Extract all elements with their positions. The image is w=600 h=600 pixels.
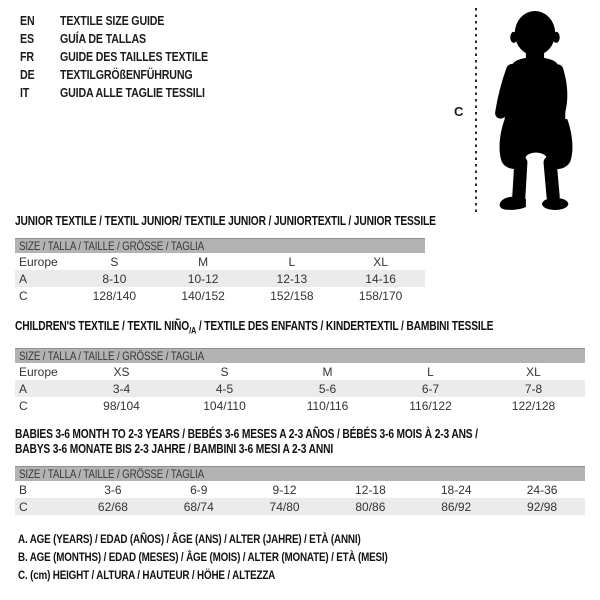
table-cell: 110/116: [306, 398, 349, 413]
table-cell: 3-6: [104, 482, 122, 497]
table-cell: 98/104: [103, 398, 140, 413]
table-cell: 128/140: [92, 288, 137, 303]
junior-table-title-text: JUNIOR TEXTILE / TEXTIL JUNIOR/ TEXTILE JUNIOR / JUNIORTEXTIL / JUNIOR TESSILE: [15, 214, 436, 228]
babies-table-title-line2: BABYS 3-6 MONATE BIS 2-3 JAHRE / BAMBINI 3-6 MESI A 2-3 ANNI: [15, 442, 334, 456]
table-cell: 152/158: [270, 288, 314, 303]
table-cell: 92/98: [499, 498, 585, 515]
table-cell: 12-13: [248, 270, 337, 287]
table-row-age: [15, 380, 585, 397]
table-cell: S: [220, 364, 229, 379]
language-title-list: [20, 11, 240, 101]
table-row-height: [15, 397, 585, 414]
table-cell: S: [110, 254, 119, 269]
row-label-cell: C: [19, 288, 28, 303]
language-row-fr: [20, 47, 240, 65]
table-cell: 8-10: [70, 270, 159, 287]
size-header-cell: [15, 349, 585, 364]
guide-title-en: TEXTILE SIZE GUIDE: [60, 12, 165, 28]
guide-title-de: TEXTILGRÖßENFÜHRUNG: [60, 66, 193, 82]
height-measure-label: C: [454, 104, 464, 119]
table-row-europe: [15, 253, 425, 270]
language-code: DE: [20, 66, 35, 82]
table-cell: 9-12: [272, 482, 297, 497]
junior-size-table: [15, 238, 425, 304]
table-cell: 24-36: [526, 482, 558, 497]
table-cell: 116/122: [409, 398, 452, 413]
table-row-europe: [15, 363, 585, 380]
table-cell: XS: [113, 364, 130, 379]
legend-line-c-text: C. (cm) HEIGHT / ALTURA / HAUTEUR / HÖHE / ALTEZZA: [18, 568, 276, 582]
table-cell: 3-4: [70, 380, 173, 397]
size-header-row: [15, 467, 585, 482]
table-cell: M: [198, 254, 209, 269]
table-cell: M: [322, 364, 333, 379]
size-header-text: SIZE / TALLA / TAILLE / GRÖSSE / TAGLIA: [19, 239, 205, 253]
table-cell: 104/110: [203, 398, 246, 413]
table-cell: 6-9: [190, 482, 208, 497]
children-table-title-text: CHILDREN'S TEXTILE / TEXTIL $NIÑO_{/A}$ / TEXTILE DES ENFANTS / KINDERTEXTIL / BAMBINI TESSILE: [15, 319, 494, 336]
table-cell: 158/170: [358, 288, 403, 303]
legend-line-a: [18, 532, 469, 550]
row-label-cell: A: [15, 380, 70, 397]
baby-silhouette-icon: [484, 6, 592, 213]
legend-line-b: [18, 550, 469, 568]
row-label-cell: B: [19, 482, 28, 497]
table-cell: 62/68: [70, 498, 156, 515]
size-header-text: SIZE / TALLA / TAILLE / GRÖSSE / TAGLIA: [19, 349, 205, 363]
table-cell: 86/92: [413, 498, 499, 515]
language-code: IT: [20, 84, 30, 100]
babies-table-title: [15, 427, 585, 457]
table-cell: 12-18: [355, 482, 386, 497]
measure-legend: [18, 532, 469, 586]
table-row-months: [15, 481, 585, 498]
guide-title-fr: GUIDE DES TAILLES TEXTILE: [60, 48, 208, 64]
babies-table-title-line1: BABIES 3-6 MONTH TO 2-3 YEARS / BEBÉS 3-6 MESES A 2-3 AÑOS / BÉBÉS 3-6 MOIS À 2-3 ANS /: [15, 427, 478, 441]
legend-line-b-text: B. AGE (MONTHS) / EDAD (MESES) / ÂGE (MOIS) / ALTER (MONATE) / ETÀ (MESI): [18, 550, 388, 564]
row-label-cell: C: [19, 398, 28, 413]
table-cell: 7-8: [482, 380, 585, 397]
table-cell: 122/128: [511, 398, 556, 413]
table-cell: L: [427, 364, 434, 379]
legend-line-c: [18, 568, 469, 586]
language-code: EN: [20, 12, 35, 28]
language-code: FR: [20, 48, 34, 64]
table-row-age: [15, 270, 425, 287]
guide-title-it: GUIDA ALLE TAGLIE TESSILI: [60, 84, 205, 100]
children-textile-section: [15, 319, 585, 414]
table-cell: 80/86: [327, 498, 413, 515]
table-cell: 6-7: [379, 380, 482, 397]
table-cell: 4-5: [173, 380, 276, 397]
junior-table-title: [15, 214, 436, 228]
table-cell: 74/80: [242, 498, 328, 515]
babies-size-table: [15, 466, 585, 515]
babies-textile-section: [15, 427, 585, 515]
row-label-cell: Europe: [19, 254, 58, 269]
row-label-cell: A: [15, 270, 70, 287]
row-label-cell: C: [15, 498, 70, 515]
baby-figure: [452, 6, 597, 218]
row-label-cell: Europe: [19, 364, 58, 379]
junior-textile-section: [15, 214, 436, 304]
size-header-row: [15, 349, 585, 364]
table-row-height: [15, 287, 425, 304]
table-row-height: [15, 498, 585, 515]
table-cell: 68/74: [156, 498, 242, 515]
size-header-cell: [15, 239, 425, 254]
table-cell: L: [288, 254, 296, 269]
height-dashed-line: [475, 8, 477, 214]
table-cell: 10-12: [159, 270, 248, 287]
table-cell: XL: [373, 254, 388, 269]
size-header-row: [15, 239, 425, 254]
language-row-it: [20, 83, 240, 101]
language-row-de: [20, 65, 240, 83]
table-cell: XL: [526, 364, 541, 379]
table-cell: 18-24: [440, 482, 472, 497]
language-row-en: [20, 11, 240, 29]
size-header-text: SIZE / TALLA / TAILLE / GRÖSSE / TAGLIA: [19, 467, 205, 481]
table-cell: 140/152: [181, 288, 225, 303]
guide-title-es: GUÍA DE TALLAS: [60, 30, 146, 46]
table-cell: 14-16: [336, 270, 425, 287]
size-header-cell: [15, 467, 585, 482]
table-cell: 5-6: [276, 380, 379, 397]
legend-line-a-text: A. AGE (YEARS) / EDAD (AÑOS) / ÂGE (ANS) / ALTER (JAHRE) / ETÀ (ANNI): [18, 532, 361, 546]
children-table-title: [15, 319, 585, 336]
language-row-es: [20, 29, 240, 47]
children-size-table: [15, 348, 585, 414]
language-code: ES: [20, 30, 34, 46]
